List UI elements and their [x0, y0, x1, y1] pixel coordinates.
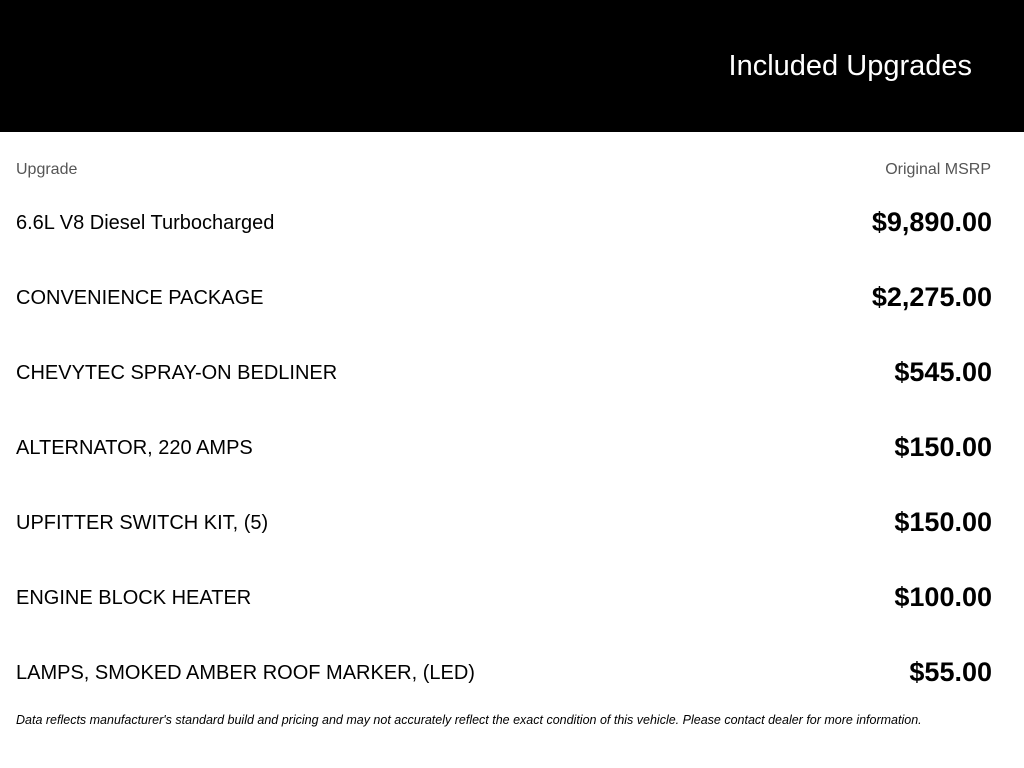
column-header-msrp: Original MSRP: [885, 161, 991, 178]
upgrade-row: [0, 335, 1024, 410]
disclaimer-text: Data reflects manufacturer's standard build and pricing and may not accurately reflect the exact condition of this vehicle. Please contact dealer for more information.: [16, 713, 922, 727]
upgrade-row: [0, 260, 1024, 335]
header-banner: [0, 0, 1024, 132]
upgrade-name: ALTERNATOR, 220 AMPS: [16, 437, 253, 459]
upgrade-name: UPFITTER SWITCH KIT, (5): [16, 512, 269, 534]
upgrade-price: $545.00: [894, 357, 992, 387]
upgrade-name: CHEVYTEC SPRAY-ON BEDLINER: [16, 362, 338, 384]
upgrade-price: $100.00: [894, 582, 992, 612]
upgrade-name: CONVENIENCE PACKAGE: [16, 287, 264, 309]
upgrades-list: [0, 185, 1024, 710]
upgrade-price: $9,890.00: [871, 207, 992, 237]
upgrade-price: $55.00: [909, 657, 992, 687]
upgrade-row: [0, 560, 1024, 635]
upgrade-price: $150.00: [894, 432, 992, 462]
upgrade-row: [0, 410, 1024, 485]
upgrade-name: 6.6L V8 Diesel Turbocharged: [16, 212, 275, 234]
upgrade-name: ENGINE BLOCK HEATER: [16, 587, 252, 609]
column-header-upgrade: Upgrade: [16, 161, 78, 178]
upgrade-row: [0, 185, 1024, 260]
upgrade-row: [0, 485, 1024, 560]
upgrade-price: $2,275.00: [871, 282, 992, 312]
upgrade-price: $150.00: [894, 507, 992, 537]
upgrade-name: LAMPS, SMOKED AMBER ROOF MARKER, (LED): [16, 662, 475, 684]
page-title: Included Upgrades: [728, 50, 972, 82]
upgrade-row: [0, 635, 1024, 710]
